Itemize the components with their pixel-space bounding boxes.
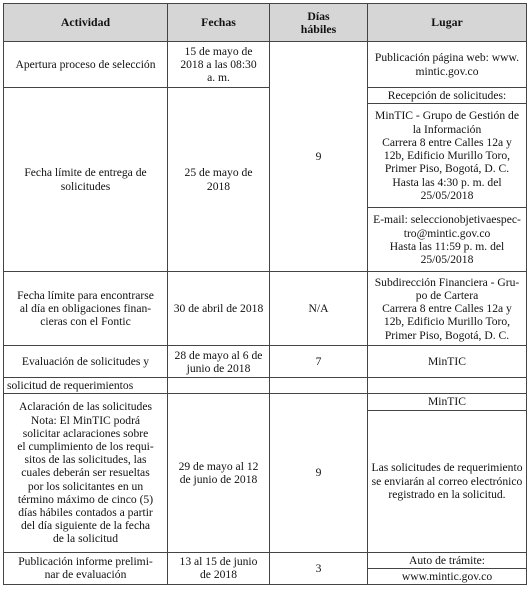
aclaracion-lugar: Las solicitudes de requerimiento se enviarán al correo electrónico registrado en la solicitud. xyxy=(368,410,527,552)
row-aclaracion-top xyxy=(4,394,527,410)
apertura-actividad: Apertura proceso de selección xyxy=(4,42,168,88)
publicacion-lugar: www.mintic.gov.co xyxy=(368,568,527,584)
obligaciones-dias: N/A xyxy=(270,272,368,346)
obligaciones-actividad: Fecha límite para encontrarse al día en obligaciones finan- cieras con el Fontic xyxy=(4,272,168,346)
publicacion-lugar-top: Auto de trámite: xyxy=(368,552,527,568)
schedule-table xyxy=(3,3,527,585)
publicacion-dias: 3 xyxy=(270,552,368,584)
row-requerimientos xyxy=(4,378,527,394)
aclaracion-actividad: Aclaración de las solicitudes Nota: El MinTIC podrá solicitar aclaraciones sobre el cumplimiento de los requi- sitos de las solicitudes, las cuales deberán ser resueltas por los solicitantes en un término máximo de cinco (5) días hábiles contados a partir del día siguiente de la fecha de la solicitud xyxy=(4,394,168,552)
publicacion-actividad: Publicación informe prelimi- nar de evaluación xyxy=(4,552,168,584)
evaluacion-actividad: Evaluación de solicitudes y xyxy=(4,346,168,378)
row-apertura xyxy=(4,42,527,88)
requerimientos-lugar-empty xyxy=(368,378,527,394)
aclaracion-dias: 9 xyxy=(270,394,368,552)
row-entrega-header xyxy=(4,88,527,104)
requerimientos-actividad: solicitud de requerimientos xyxy=(4,378,168,394)
requerimientos-fechas-empty xyxy=(168,378,270,394)
publicacion-fechas: 13 al 15 de junio de 2018 xyxy=(168,552,270,584)
aclaracion-lugar-top: MinTIC xyxy=(368,394,527,410)
row-obligaciones xyxy=(4,272,527,346)
schedule-document xyxy=(3,3,526,585)
entrega-actividad: Fecha límite de entrega de solicitudes xyxy=(4,88,168,272)
row-evaluacion xyxy=(4,346,527,378)
obligaciones-fechas: 30 de abril de 2018 xyxy=(168,272,270,346)
evaluacion-fechas: 28 de mayo al 6 de junio de 2018 xyxy=(168,346,270,378)
header-lugar: Lugar xyxy=(368,4,527,42)
requerimientos-dias-empty xyxy=(270,378,368,394)
entrega-lugar-email: E-mail: seleccionobjetivaespec- tro@mintic.gov.co Hasta las 11:59 p. m. del 25/05/2018 xyxy=(368,208,527,272)
obligaciones-lugar: Subdirección Financiera - Gru- po de Cartera Carrera 8 entre Calles 12a y 12b, Edificio Murillo Toro, Primer Piso, Bogotá, D. C. xyxy=(368,272,527,346)
entrega-fechas: 25 de mayo de 2018 xyxy=(168,88,270,272)
entrega-lugar-header: Recepción de solicitudes: xyxy=(368,88,527,104)
header-fechas: Fechas xyxy=(168,4,270,42)
row-publicacion-top xyxy=(4,552,527,568)
evaluacion-lugar: MinTIC xyxy=(368,346,527,378)
dias-grupo1: 9 xyxy=(270,42,368,272)
evaluacion-dias: 7 xyxy=(270,346,368,378)
header-actividad: Actividad xyxy=(4,4,168,42)
apertura-fechas: 15 de mayo de 2018 a las 08:30 a. m. xyxy=(168,42,270,88)
aclaracion-fechas: 29 de mayo al 12 de junio de 2018 xyxy=(168,394,270,552)
apertura-lugar: Publicación página web: www. mintic.gov.co xyxy=(368,42,527,88)
header-row xyxy=(4,4,527,42)
entrega-lugar-fisico: MinTIC - Grupo de Gestión de la Información Carrera 8 entre Calles 12a y 12b, Edificio Murillo Toro, Primer Piso, Bogotá, D. C. Hasta las 4:30 p. m. del 25/05/2018 xyxy=(368,104,527,208)
header-dias: Días hábiles xyxy=(270,4,368,42)
